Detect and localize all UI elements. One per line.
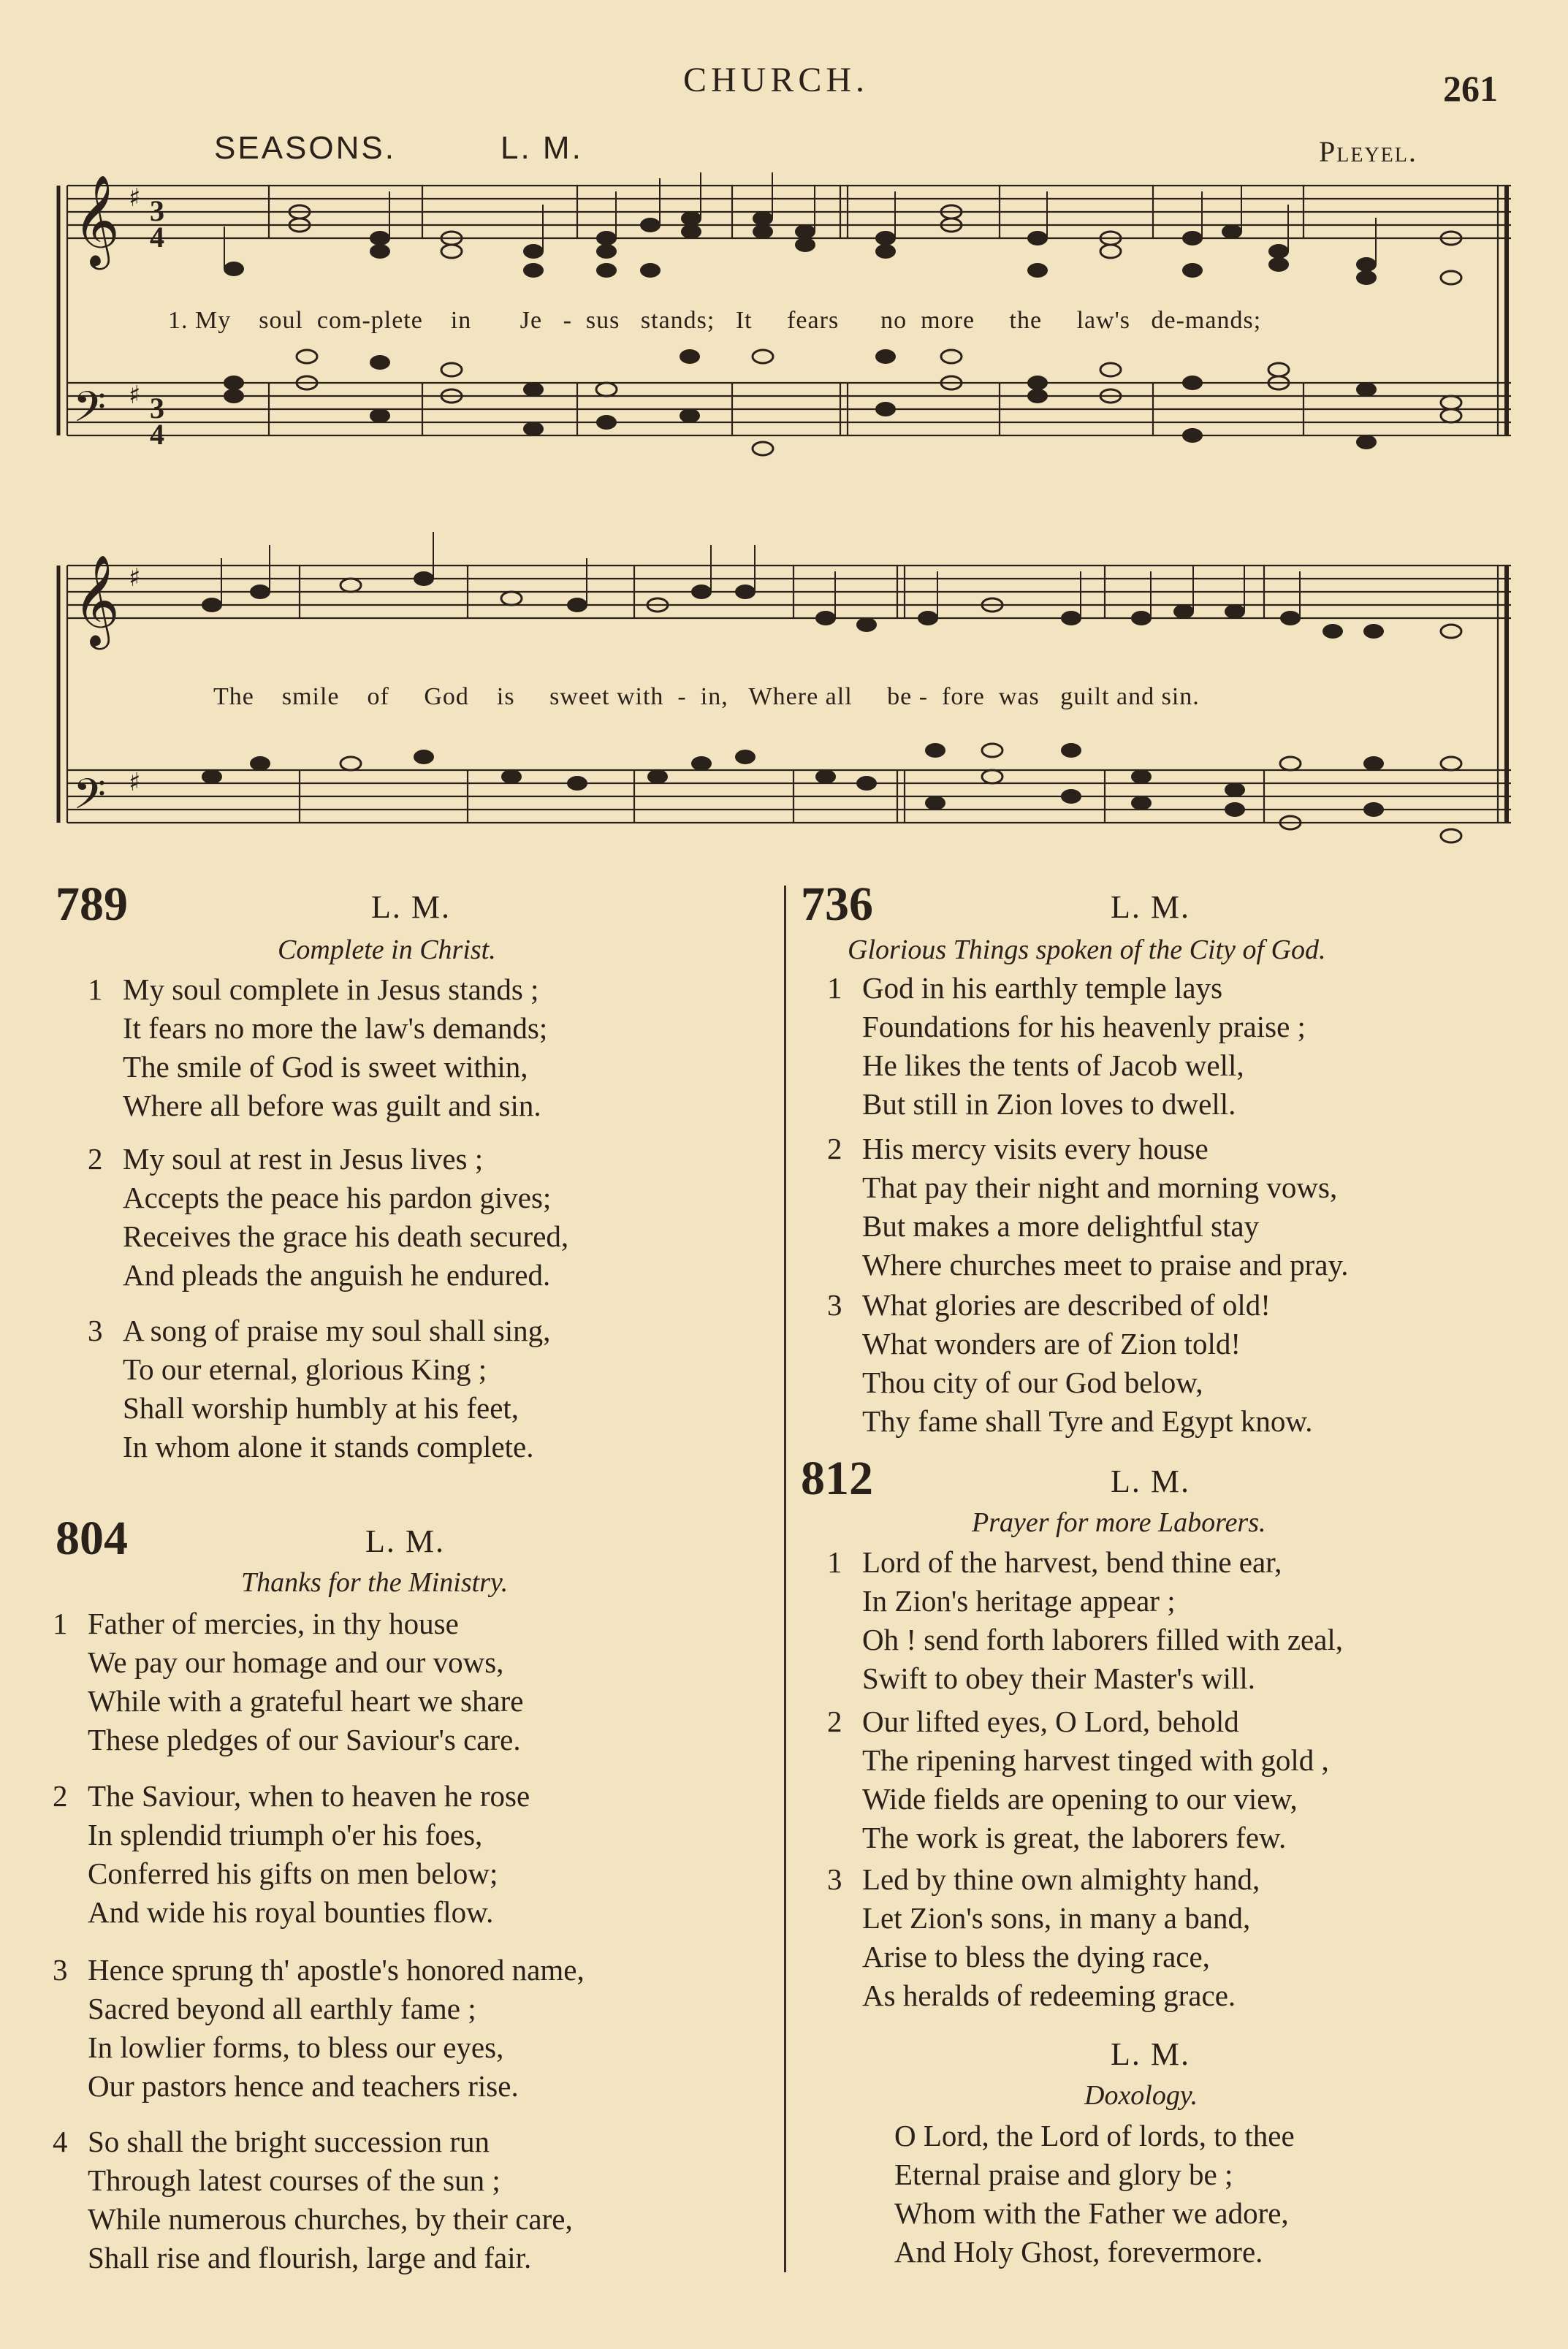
verse-line: O Lord, the Lord of lords, to thee [894, 2119, 1295, 2152]
sharp-icon: ♯ [129, 563, 141, 593]
hymn-subtitle: Complete in Christ. [278, 934, 496, 965]
verse-line: These pledges of our Saviour's care. [88, 1723, 521, 1756]
verse-line: Father of mercies, in thy house [88, 1607, 459, 1640]
tune-meter: L. M. [501, 130, 583, 166]
verse-number: 2 [827, 1132, 842, 1165]
verse-line: Eternal praise and glory be ; [894, 2158, 1233, 2191]
verse-line: God in his earthly temple lays [862, 971, 1223, 1005]
hymn-meter: L. M. [371, 889, 451, 925]
verse [53, 1951, 585, 2106]
verse-line: Our pastors hence and teachers rise. [88, 2069, 519, 2103]
verse-line: He likes the tents of Jacob well, [862, 1048, 1244, 1082]
verse-line: While numerous churches, by their care, [88, 2202, 573, 2236]
verse-line: What wonders are of Zion told! [862, 1327, 1241, 1360]
verse-number: 1 [53, 1607, 68, 1640]
verse-line: So shall the bright succession run [88, 2125, 490, 2158]
svg-text:4: 4 [150, 221, 164, 254]
verse [827, 1702, 1329, 1857]
hymn-subtitle: Thanks for the Ministry. [241, 1567, 509, 1598]
verse-line: That pay their night and morning vows, [862, 1170, 1338, 1204]
verse-line: The smile of God is sweet within, [123, 1050, 528, 1084]
verse-line: Let Zion's sons, in many a band, [862, 1901, 1251, 1935]
verse-line: We pay our homage and our vows, [88, 1645, 504, 1679]
verse-line: Arise to bless the dying race, [862, 1940, 1210, 1973]
verse-line: And wide his royal bounties flow. [88, 1895, 494, 1929]
verse-line: Receives the grace his death secured, [123, 1219, 569, 1253]
verse-line: As heralds of redeeming grace. [862, 1979, 1236, 2012]
verse-number: 3 [53, 1953, 68, 1987]
verse [827, 1286, 1313, 1441]
bass-clef-icon: 𝄢 [73, 382, 107, 442]
verse [827, 1130, 1349, 1284]
verse [53, 1777, 530, 1932]
verse-number: 3 [827, 1862, 842, 1896]
hymn-number: 736 [801, 877, 873, 931]
verse-line: His mercy visits every house [862, 1132, 1209, 1165]
verse-line: Oh ! send forth laborers filled with zeal, [862, 1623, 1344, 1656]
hymn-meter: L. M. [365, 1523, 445, 1559]
verse-line: Foundations for his heavenly praise ; [862, 1010, 1306, 1043]
verse-line: And Holy Ghost, forevermore. [894, 2235, 1263, 2269]
verse [88, 970, 547, 1125]
verse-line: Lord of the harvest, bend thine ear, [862, 1545, 1282, 1579]
verse [53, 1604, 524, 1759]
tune-name: SEASONS. [214, 130, 396, 166]
verse-line: What glories are described of old! [862, 1288, 1271, 1322]
verse-line: A song of praise my soul shall sing, [123, 1314, 551, 1347]
section-title: CHURCH. [683, 61, 869, 99]
sharp-icon: ♯ [129, 183, 141, 213]
verse-number: 3 [827, 1288, 842, 1322]
hymn-number: 812 [801, 1452, 873, 1505]
verse-line: Where churches meet to praise and pray. [862, 1248, 1349, 1282]
verse-line: It fears no more the law's demands; [123, 1011, 548, 1045]
lyric-line-2: The smile of God is sweet with - in, Where all be - fore was guilt and sin. [213, 683, 1200, 710]
hymn-meter: L. M. [1111, 1463, 1190, 1499]
verse-line: Wide fields are opening to our view, [862, 1782, 1298, 1816]
verse-number: 2 [88, 1142, 103, 1176]
verse-number: 1 [88, 972, 103, 1006]
doxology-meter: L. M. [1111, 2036, 1190, 2072]
doxology-text [859, 2117, 1295, 2272]
verse-line: Our lifted eyes, O Lord, behold [862, 1705, 1239, 1738]
verse-number: 2 [827, 1705, 842, 1738]
hymn-meter: L. M. [1111, 889, 1190, 925]
verse-line: Through latest courses of the sun ; [88, 2163, 501, 2197]
verse-line: In lowlier forms, to bless our eyes, [88, 2030, 504, 2064]
lyric-line-1: 1. My soul com-plete in Je - sus stands; It fears no more the law's de-mands; [168, 307, 1262, 334]
hymn-number: 804 [56, 1512, 128, 1565]
verse-line: Shall rise and flourish, large and fair. [88, 2241, 532, 2274]
verse-line: The work is great, the laborers few. [862, 1821, 1287, 1854]
page-number: 261 [1443, 68, 1498, 109]
verse-line: In Zion's heritage appear ; [862, 1584, 1176, 1618]
verse-line: Conferred his gifts on men below; [88, 1857, 498, 1890]
verse-line: The ripening harvest tinged with gold , [862, 1743, 1329, 1777]
verse-line: And pleads the anguish he endured. [123, 1258, 551, 1292]
verse-line: To our eternal, glorious King ; [123, 1352, 487, 1386]
sharp-icon: ♯ [129, 768, 141, 797]
verse [827, 969, 1306, 1124]
staff-bass-1 [67, 383, 1511, 435]
verse-line: Whom with the Father we adore, [894, 2196, 1289, 2230]
verse-line: But still in Zion loves to dwell. [862, 1087, 1236, 1121]
column-divider [784, 886, 786, 2272]
staff-treble-2 [67, 566, 1511, 618]
time-signature: 3 [150, 194, 164, 227]
music-score [0, 0, 1568, 891]
svg-text:4: 4 [150, 418, 164, 451]
verse-line: My soul at rest in Jesus lives ; [123, 1142, 484, 1176]
verse-line: Sacred beyond all earthly fame ; [88, 1992, 476, 2025]
verse-line: Shall worship humbly at his feet, [123, 1391, 520, 1425]
verse-line: In splendid triumph o'er his foes, [88, 1818, 483, 1851]
notes [202, 205, 1461, 842]
staff-treble-1 [67, 186, 1511, 238]
verse-line: Where all before was guilt and sin. [123, 1089, 541, 1122]
verse [88, 1140, 568, 1295]
verse-number: 4 [53, 2125, 68, 2158]
verse [827, 1543, 1343, 1698]
verse-line: In whom alone it stands complete. [123, 1430, 534, 1463]
staff-bass-2 [67, 770, 1511, 823]
verse-number: 2 [53, 1779, 68, 1813]
verse-line: Thou city of our God below, [862, 1366, 1203, 1399]
bass-clef-icon: 𝄢 [73, 769, 107, 829]
hymn-number: 789 [56, 877, 128, 931]
verse-line: Led by thine own almighty hand, [862, 1862, 1260, 1896]
verse-line: While with a grateful heart we share [88, 1684, 524, 1718]
doxology-title: Doxology. [1084, 2080, 1198, 2111]
svg-text:3: 3 [150, 392, 164, 425]
verse-number: 1 [827, 1545, 842, 1579]
verse-line: Accepts the peace his pardon gives; [123, 1181, 552, 1214]
verse [53, 2123, 573, 2277]
verse-line: But makes a more delightful stay [862, 1209, 1260, 1243]
tune-composer: Pleyel. [1319, 135, 1417, 168]
verse-number: 1 [827, 971, 842, 1005]
treble-clef-icon: 𝄞 [73, 555, 120, 646]
treble-clef-icon: 𝄞 [73, 175, 120, 266]
verse-line: Swift to obey their Master's will. [862, 1661, 1256, 1695]
verse-line: My soul complete in Jesus stands ; [123, 972, 539, 1006]
hymn-subtitle: Glorious Things spoken of the City of God. [848, 934, 1326, 965]
verse-line: Hence sprung th' apostle's honored name, [88, 1953, 585, 1987]
verse-line: Thy fame shall Tyre and Egypt know. [862, 1404, 1313, 1438]
verse [827, 1860, 1260, 2015]
sharp-icon: ♯ [129, 381, 141, 410]
verse-line: The Saviour, when to heaven he rose [88, 1779, 530, 1813]
hymn-subtitle: Prayer for more Laborers. [972, 1507, 1266, 1538]
verse [88, 1311, 550, 1466]
verse-number: 3 [88, 1314, 103, 1347]
